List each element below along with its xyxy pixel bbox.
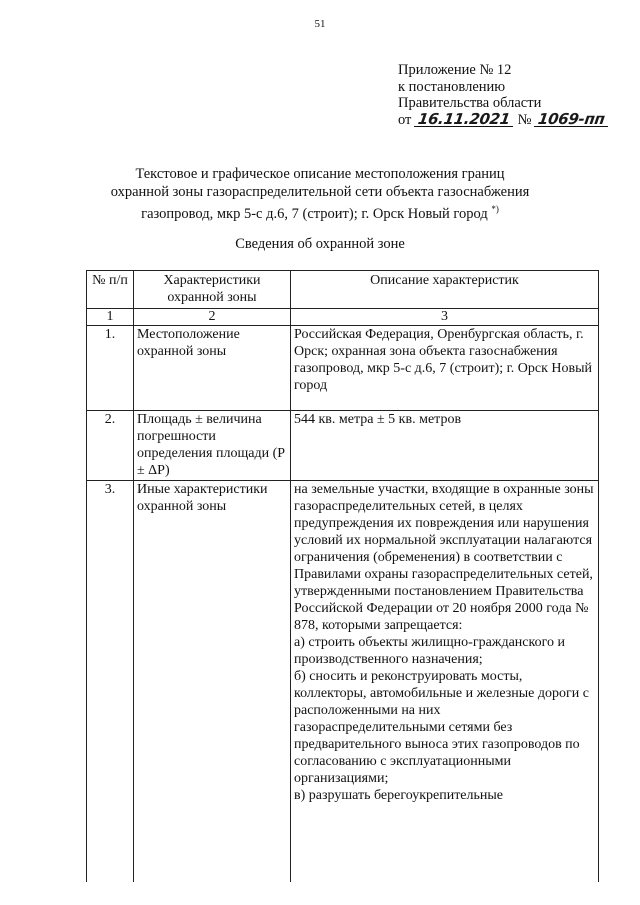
number-prefix: №: [517, 111, 532, 128]
footnote-mark: *): [491, 204, 499, 214]
column-number-row: [87, 309, 599, 326]
section-subtitle: Сведения об охранной зоне: [235, 236, 405, 252]
appendix-block: [398, 62, 609, 132]
table-row: [87, 481, 599, 883]
restriction-item-c: в) разрушать берегоукрепительные: [294, 788, 504, 803]
page-number: 51: [314, 18, 326, 30]
title-line-2: охранной зоны газораспределительной сети объекта газоснабжения: [110, 183, 530, 200]
column-number: 3: [291, 309, 599, 326]
restriction-item-a: а) строить объекты жилищно-гражданского и производственного назначения;: [294, 635, 565, 667]
restriction-item-b: б) сносить и реконструировать мосты, коллекторы, автомобильные и железные дороги с расположенными на них газораспределительными сетями без предварительного выноса этих газопроводов по согласованию с эксплуатационными организациями;: [294, 669, 589, 786]
handwritten-number: 1069-пп: [534, 112, 610, 127]
zone-table: [86, 270, 599, 882]
header-characteristics: Характеристики охранной зоны: [134, 271, 291, 309]
appendix-ref: к постановлению: [398, 78, 506, 95]
row-number: 2.: [87, 411, 134, 481]
table-header-row: [87, 271, 599, 309]
header-description: Описание характеристик: [291, 271, 599, 309]
row-description: [291, 481, 599, 883]
row-characteristic: Местоположение охранной зоны: [134, 326, 291, 411]
handwritten-date: 16.11.2021: [414, 112, 515, 127]
column-number: 1: [87, 309, 134, 326]
date-prefix: от: [398, 111, 412, 128]
row-description: Российская Федерация, Оренбургская область, г. Орск; охранная зона объекта газоснабжения газопровод, мкр 5-с д.6, 7 (строит); г. Орск Новый город: [291, 326, 599, 411]
row-characteristic: Иные характеристики охранной зоны: [134, 481, 291, 883]
row-characteristic: Площадь ± величина погрешности определения площади (P ± ΔP): [134, 411, 291, 481]
table-row: [87, 411, 599, 481]
column-number: 2: [134, 309, 291, 326]
restrictions-intro: на земельные участки, входящие в охранные зоны газораспределительных сетей, в целях предупреждения их повреждения или нарушения условий их нормальной эксплуатации налагаются ограничения (обременения) в соответствии с Правилами охраны газораспределительных сетей, утвержденными постановлением Правительства Российской Федерации от 20 ноября 2000 года № 878, которыми запрещается:: [294, 482, 594, 633]
title-line-3-text: газопровод, мкр 5-с д.6, 7 (строит); г. Орск Новый город: [141, 206, 488, 222]
row-number: 3.: [87, 481, 134, 883]
row-description: 544 кв. метра ± 5 кв. метров: [291, 411, 599, 481]
document-title: [90, 166, 550, 224]
row-number: 1.: [87, 326, 134, 411]
title-line-1: Текстовое и графическое описание местоположения границ: [135, 166, 505, 182]
appendix-authority: Правительства области: [398, 95, 542, 111]
table-row: [87, 326, 599, 411]
appendix-title: Приложение № 12: [398, 62, 512, 78]
header-num: № п/п: [87, 271, 134, 309]
title-line-3: [90, 201, 550, 224]
appendix-date-number: [398, 109, 609, 132]
